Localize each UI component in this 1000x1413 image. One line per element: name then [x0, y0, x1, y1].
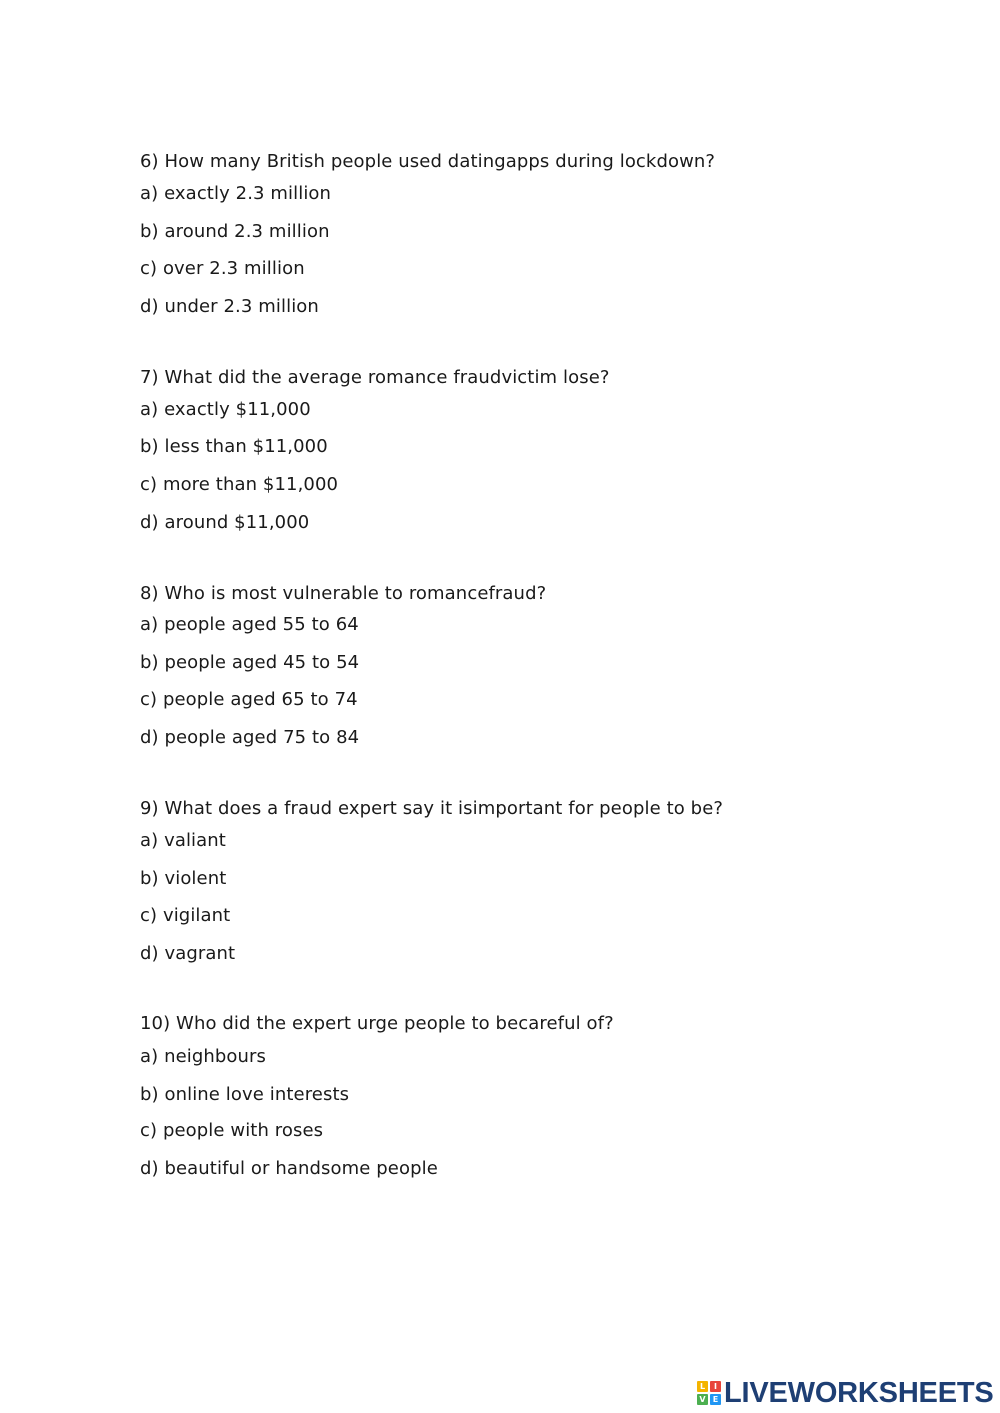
- question-7-option-b: b) less than $11,000: [140, 436, 328, 457]
- question-9-option-c: c) vigilant: [140, 905, 231, 926]
- question-9-option-d: d) vagrant: [140, 943, 236, 964]
- question-6-option-b: b) around 2.3 million: [140, 221, 330, 242]
- logo-tile-e: E: [710, 1394, 721, 1405]
- question-8-prompt: 8) Who is most vulnerable to romancefraud?: [140, 583, 547, 604]
- question-10-option-d: d) beautiful or handsome people: [140, 1158, 438, 1179]
- question-8-option-c: c) people aged 65 to 74: [140, 689, 358, 710]
- question-10-option-b: b) online love interests: [140, 1084, 350, 1105]
- question-8-option-b: b) people aged 45 to 54: [140, 652, 360, 673]
- question-7-prompt: 7) What did the average romance fraudvictim lose?: [140, 367, 610, 388]
- question-9-option-a: a) valiant: [140, 830, 226, 851]
- question-7-option-c: c) more than $11,000: [140, 474, 339, 495]
- logo-tile-i: I: [710, 1381, 721, 1392]
- question-10-option-a: a) neighbours: [140, 1046, 267, 1067]
- liveworksheets-logo: [697, 1378, 994, 1408]
- question-6-option-d: d) under 2.3 million: [140, 296, 319, 317]
- liveworksheets-logo-text: LIVEWORKSHEETS: [724, 1377, 994, 1409]
- logo-tile-l: L: [697, 1381, 708, 1392]
- liveworksheets-logo-icon: [697, 1381, 721, 1405]
- logo-tile-v: V: [697, 1394, 708, 1405]
- question-9-prompt: 9) What does a fraud expert say it isimportant for people to be?: [140, 798, 724, 819]
- question-10-prompt: 10) Who did the expert urge people to becareful of?: [140, 1013, 614, 1034]
- question-8-option-a: a) people aged 55 to 64: [140, 614, 359, 635]
- question-8-option-d: d) people aged 75 to 84: [140, 727, 360, 748]
- question-10-option-c: c) people with roses: [140, 1120, 324, 1141]
- question-7-option-a: a) exactly $11,000: [140, 399, 311, 420]
- question-6-option-c: c) over 2.3 million: [140, 258, 305, 279]
- question-7-option-d: d) around $11,000: [140, 512, 310, 533]
- question-6-prompt: 6) How many British people used datingapps during lockdown?: [140, 151, 716, 172]
- question-6-option-a: a) exactly 2.3 million: [140, 183, 332, 204]
- question-9-option-b: b) violent: [140, 868, 227, 889]
